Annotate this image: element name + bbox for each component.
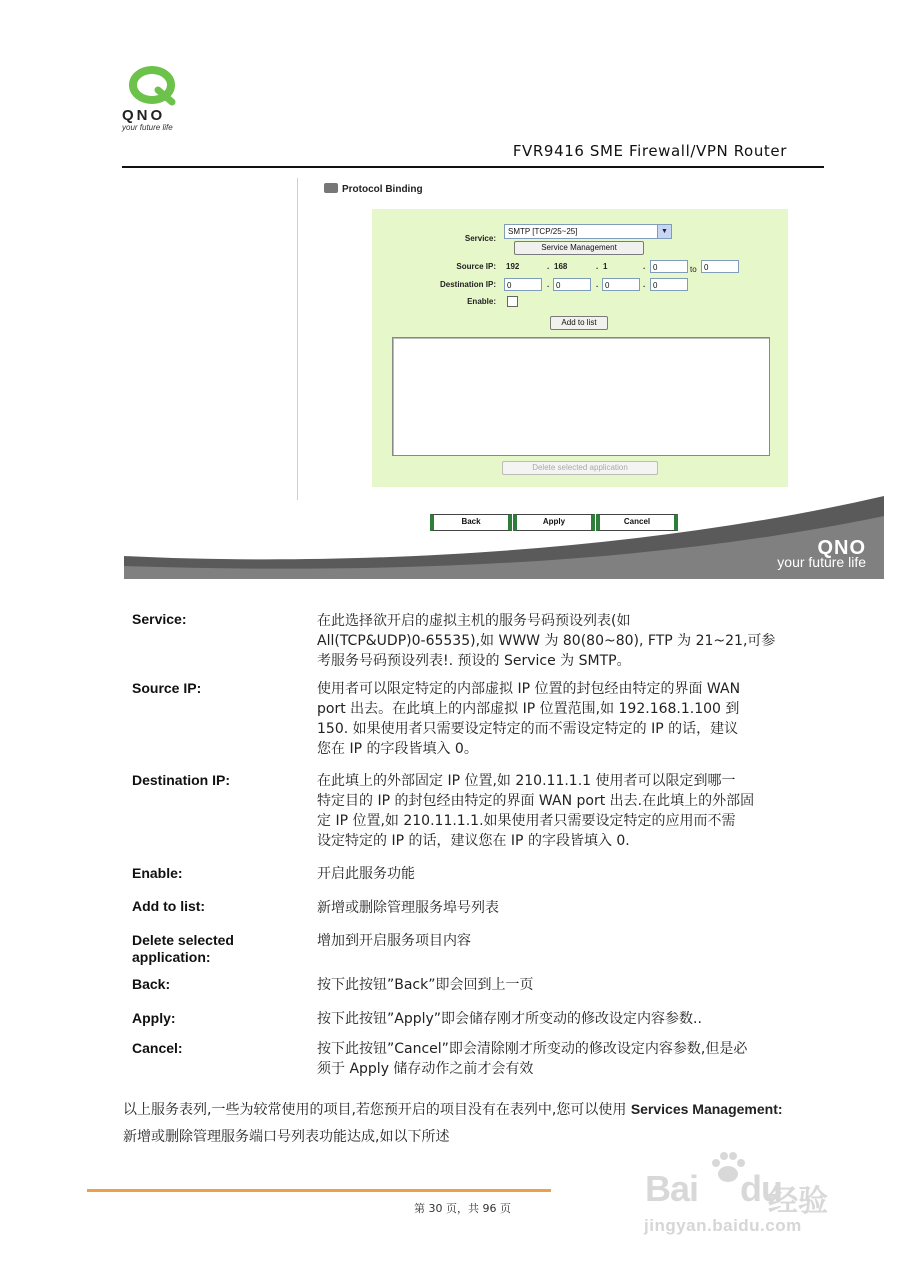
service-select[interactable]	[504, 224, 672, 239]
router-ui-screenshot	[124, 174, 884, 579]
service-label: Service:	[464, 234, 496, 243]
destination-ip-octet-2-input[interactable]: 0	[553, 278, 591, 291]
apply-button[interactable]: Apply	[513, 514, 595, 531]
watermark-bai: Bai	[645, 1168, 699, 1209]
delete-selected-button[interactable]: Delete selected application	[502, 461, 658, 475]
desc-back: 按下此按钮”Back”即会回到上一页	[317, 977, 534, 993]
enable-checkbox[interactable]	[507, 296, 518, 307]
enable-label: Enable:	[467, 297, 496, 306]
source-ip-start-input[interactable]: 0	[650, 260, 688, 273]
ip-dot: .	[596, 280, 599, 289]
term-add-to-list: Add to list:	[132, 898, 206, 914]
destination-ip-octet-1-input[interactable]: 0	[504, 278, 542, 291]
paragraph-line-1	[123, 1099, 783, 1120]
back-button[interactable]: Back	[430, 514, 512, 531]
service-management-button[interactable]: Service Management	[514, 241, 644, 255]
protocol-binding-panel	[372, 209, 788, 487]
ip-dot: .	[547, 280, 550, 289]
destination-ip-label: Destination IP:	[439, 280, 496, 289]
application-listbox[interactable]	[392, 337, 770, 456]
watermark-jingyan: 经验	[768, 1184, 828, 1219]
to-label: to	[690, 265, 697, 274]
section-icon	[324, 183, 338, 193]
chevron-down-icon[interactable]: ▼	[657, 225, 671, 238]
term-back: Back:	[132, 976, 171, 992]
watermark-du: du	[740, 1168, 783, 1209]
paw-icon	[708, 1150, 748, 1184]
add-to-list-button[interactable]: Add to list	[550, 316, 608, 330]
desc-enable: 开启此服务功能	[317, 866, 415, 882]
desc-source-ip: 使用者可以限定特定的内部虚拟 IP 位置的封包经由特定的界面 WAN port 出去。在此填上的内部虚拟 IP 位置范围,如 192.168.1.100 到 150. 如果使用者只需要设定特定的而不需设定特定的 IP 的话，建议 您在 IP 的字段皆填入 0。	[317, 681, 741, 757]
destination-ip-octet-4-input[interactable]: 0	[650, 278, 688, 291]
source-ip-octet-3: 1	[603, 262, 608, 271]
ip-dot: .	[643, 262, 646, 271]
desc-add-to-list: 新增或删除管理服务埠号列表	[317, 900, 499, 916]
ip-dot: .	[547, 262, 550, 271]
source-ip-label: Source IP:	[456, 262, 496, 271]
section-title: Protocol Binding	[342, 184, 423, 195]
desc-delete-selected: 增加到开启服务项目内容	[317, 933, 471, 949]
watermark-url: jingyan.baidu.com	[644, 1216, 802, 1235]
desc-apply: 按下此按钮”Apply”即会储存刚才所变动的修改设定内容参数..	[317, 1011, 702, 1027]
logo-wordmark: QNO	[122, 107, 166, 124]
paragraph-line-2: 新增或删除管理服务端口号列表功能达成,如以下所述	[123, 1129, 450, 1145]
source-ip-end-input[interactable]: 0	[701, 260, 739, 273]
header-divider	[122, 166, 824, 168]
ip-dot: .	[643, 280, 646, 289]
destination-ip-octet-3-input[interactable]: 0	[602, 278, 640, 291]
term-delete-selected: Delete selected application:	[132, 932, 234, 965]
footer-logo: QNO	[817, 537, 866, 559]
page-number: 第 30 页，共 96 页	[414, 1202, 511, 1215]
paragraph-text: 以上服务表列,一些为较常使用的项目,若您预开启的项目没有在表列中,您可以使用	[123, 1102, 631, 1118]
logo-tagline: your future life	[122, 123, 173, 132]
document-title: FVR9416 SME Firewall/VPN Router	[512, 142, 787, 160]
footer-divider	[87, 1189, 551, 1192]
footer-banner	[124, 496, 884, 579]
paragraph-bold-term: Services Management:	[630, 1101, 783, 1117]
desc-cancel: 按下此按钮”Cancel”即会清除刚才所变动的修改设定内容参数,但是必 须于 Apply 储存动作之前才会有效	[317, 1041, 748, 1077]
term-cancel: Cancel:	[132, 1040, 183, 1056]
cancel-button[interactable]: Cancel	[596, 514, 678, 531]
nav-divider	[297, 178, 298, 500]
term-service: Service:	[132, 611, 187, 627]
source-ip-octet-1: 192	[506, 262, 520, 271]
term-source-ip: Source IP:	[132, 680, 202, 696]
footer-tagline: your future life	[777, 554, 866, 570]
source-ip-octet-2: 168	[554, 262, 568, 271]
qno-logo-icon	[128, 66, 180, 106]
ip-dot: .	[596, 262, 599, 271]
term-apply: Apply:	[132, 1010, 176, 1026]
desc-service: 在此选择欲开启的虚拟主机的服务号码预设列表(如 All(TCP&UDP)0-65535),如 WWW 为 80(80~80), FTP 为 21~21,可参 考服务号码预设列表!. 预设的 Service 为 SMTP。	[317, 613, 776, 669]
term-enable: Enable:	[132, 865, 183, 881]
term-destination-ip: Destination IP:	[132, 772, 231, 788]
service-select-value: SMTP [TCP/25~25]	[508, 227, 578, 236]
desc-destination-ip: 在此填上的外部固定 IP 位置,如 210.11.1.1 使用者可以限定到哪一 特定目的 IP 的封包经由特定的界面 WAN port 出去.在此填上的外部固 定 IP 位置,如 210.11.1.1.如果使用者只需要设定特定的应用而不需 设定特定的 IP 的话，建议您在 IP 的字段皆填入 0.	[317, 773, 755, 849]
